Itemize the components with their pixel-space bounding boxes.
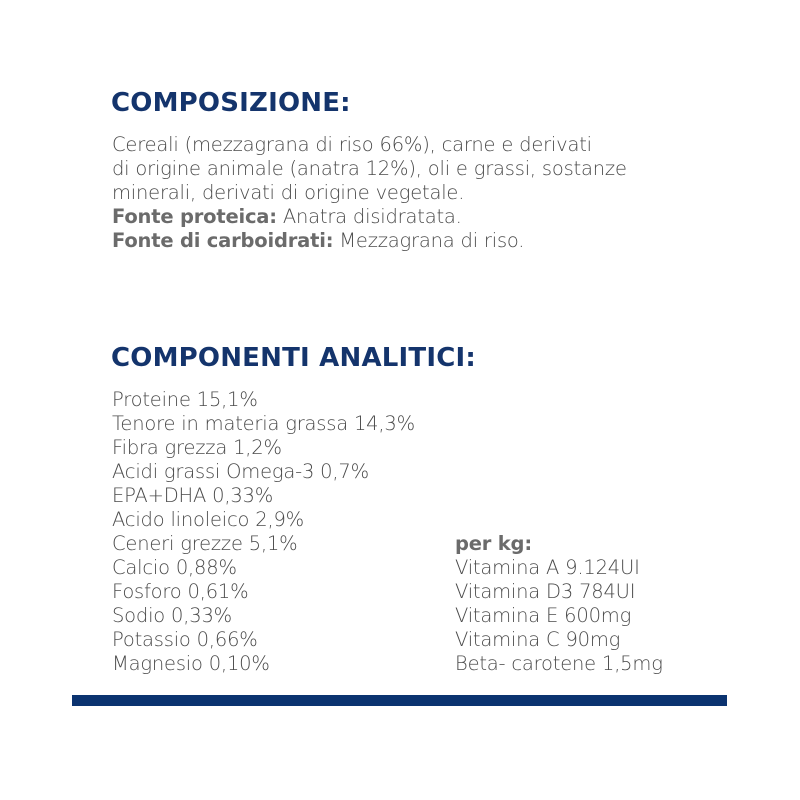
vitamin-item: Vitamina A 9.124UI	[455, 556, 640, 579]
footer-divider-bar	[72, 695, 727, 706]
per-kg-list	[455, 532, 663, 676]
composition-text	[112, 133, 732, 253]
analytic-item: Proteine 15,1%	[112, 388, 258, 411]
analytic-item: Ceneri grezze 5,1%	[112, 532, 298, 555]
analytic-item: Potassio 0,66%	[112, 628, 258, 651]
protein-source	[112, 205, 732, 229]
composition-heading: COMPOSIZIONE:	[111, 88, 351, 118]
analytic-item: Acidi grassi Omega-3 0,7%	[112, 460, 369, 483]
vitamin-item: Vitamina D3 784UI	[455, 580, 636, 603]
analytic-item: Fibra grezza 1,2%	[112, 436, 282, 459]
analytics-list	[112, 388, 415, 676]
composition-line: minerali, derivati di origine vegetale.	[112, 181, 465, 204]
analytics-heading: COMPONENTI ANALITICI:	[111, 343, 476, 373]
vitamin-item: Beta- carotene 1,5mg	[455, 652, 663, 675]
carb-source	[112, 229, 732, 253]
vitamin-item: Vitamina C 90mg	[455, 628, 621, 651]
protein-source-label: Fonte proteica:	[112, 205, 277, 228]
carb-source-value: Mezzagrana di riso.	[333, 229, 525, 252]
analytic-item: Calcio 0,88%	[112, 556, 237, 579]
analytic-item: Magnesio 0,10%	[112, 652, 270, 675]
analytic-item: EPA+DHA 0,33%	[112, 484, 274, 507]
carb-source-label: Fonte di carboidrati:	[112, 229, 334, 252]
protein-source-value: Anatra disidratata.	[276, 205, 462, 228]
analytic-item: Fosforo 0,61%	[112, 580, 249, 603]
analytic-item: Tenore in materia grassa 14,3%	[112, 412, 415, 435]
vitamin-item: Vitamina E 600mg	[455, 604, 632, 627]
composition-line: di origine animale (anatra 12%), oli e grassi, sostanze	[112, 157, 627, 180]
per-kg-label: per kg:	[455, 532, 532, 555]
analytic-item: Acido linoleico 2,9%	[112, 508, 304, 531]
analytic-item: Sodio 0,33%	[112, 604, 232, 627]
composition-line: Cereali (mezzagrana di riso 66%), carne e derivati	[112, 133, 592, 156]
